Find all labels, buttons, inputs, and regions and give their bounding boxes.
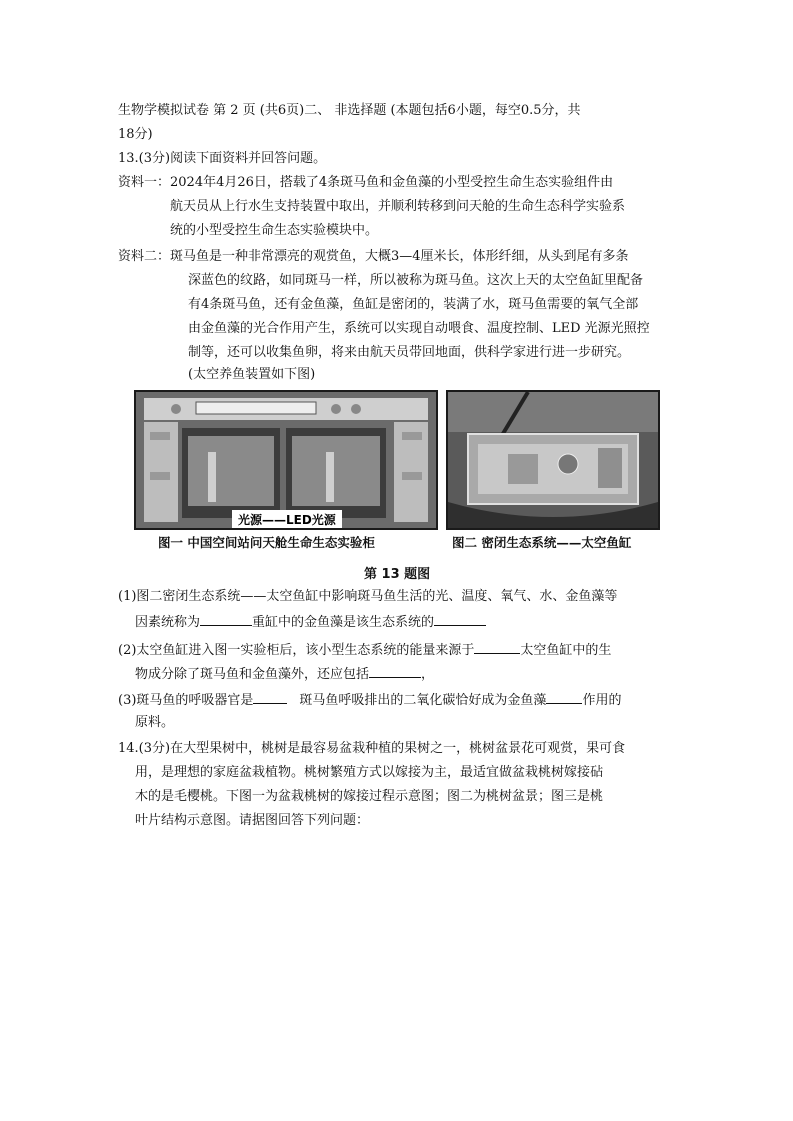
q13-material2-line1: 资料二：斑马鱼是一种非常漂亮的观赏鱼，大概3—4厘米长，体形纤细，从头到尾有多条 [118, 249, 629, 264]
q13-material2-line5: 制等，还可以收集鱼卵，将来由航天员带回地面，供科学家进行进一步研究。 [188, 345, 631, 360]
figure1-photo [134, 390, 438, 530]
figure2-photo [446, 390, 660, 530]
q14-line1: 14.(3分)在大型果树中，桃树是最容易盆栽种植的果树之一，桃树盆景花可观赏，果可食 [118, 741, 626, 756]
q13-part2-line2 [135, 664, 434, 684]
q13-part3-blank-1[interactable] [253, 690, 287, 704]
header-line-1: 生物学模拟试卷 第 2 页 (共6页)二、 非选择题 (本题包括6小题，每空0.5分，共 [118, 103, 581, 118]
q13-part1-line1: (1)图二密闭生态系统——太空鱼缸中影响斑马鱼生活的光、温度、氧气、水、金鱼藻等 [118, 589, 618, 604]
q13-part3-text-b: 斑马鱼呼吸排出的二氧化碳恰好成为金鱼藻 [299, 693, 547, 708]
q13-part3-line2: 原料。 [135, 715, 175, 730]
q13-material2-line4: 由金鱼藻的光合作用产生，系统可以实现自动喂食、温度控制、LED 光源光照控 [188, 321, 650, 336]
lab-cabinet-image [136, 392, 436, 528]
q13-part1-text-b: 重缸中的金鱼藻是该生态系统的 [252, 615, 435, 630]
figure1-caption: 图一 中国空间站问天舱生命生态实验柜 [158, 535, 375, 550]
q13-material2-line2: 深蓝色的纹路，如同斑马一样，所以被称为斑马鱼。这次上天的太空鱼缸里配备 [188, 273, 644, 288]
q13-part2-blank-1[interactable] [474, 640, 520, 654]
q13-part3-blank-2[interactable] [546, 690, 582, 704]
figure-group-title: 第 13 题图 [364, 567, 431, 582]
q13-part2-text-c: 物成分除了斑马鱼和金鱼藻外，还应包括 [135, 667, 370, 682]
q13-part2-text-d: ， [421, 667, 435, 682]
q13-part2-blank-2[interactable] [369, 664, 421, 678]
q13-material1-line2: 航天员从上行水生支持装置中取出，并顺利转移到问天舱的生命生态科学实验系 [170, 199, 626, 214]
q13-part3-text-c: 作用的 [582, 693, 622, 708]
q14-line4: 叶片结构示意图。请据图回答下列问题： [135, 813, 370, 828]
q14-line2: 用，是理想的家庭盆栽植物。桃树繁殖方式以嫁接为主，最适宜做盆栽桃树嫁接砧 [135, 765, 604, 780]
q13-material1-line3: 统的小型受控生命生态实验模块中。 [170, 223, 379, 238]
q13-part2-line1 [118, 640, 611, 660]
q13-part1-line2 [135, 612, 486, 632]
q13-part3-text-a: (3)斑马鱼的呼吸器官是 [118, 693, 254, 708]
q13-part1-blank-2[interactable] [434, 612, 486, 626]
q13-material2-line3: 有4条斑马鱼，还有金鱼藻，鱼缸是密闭的，装满了水，斑马鱼需要的氧气全部 [188, 297, 639, 312]
figure1-light-source-label: 光源——LED光源 [232, 510, 342, 529]
q13-part1-text-a: 因素统称为 [135, 615, 201, 630]
q13-part2-text-a: (2)太空鱼缸进入图一实验柜后，该小型生态系统的能量来源于 [118, 643, 475, 658]
space-aquarium-image [448, 392, 658, 528]
q13-material2-line6: (太空养鱼装置如下图) [188, 367, 316, 382]
figure2-caption: 图二 密闭生态系统——太空鱼缸 [452, 535, 632, 550]
header-line-2: 18分) [118, 127, 153, 142]
q13-part3-line1 [118, 690, 621, 710]
q13-intro: 13.(3分)阅读下面资料并回答问题。 [118, 151, 327, 166]
q13-part2-text-b: 太空鱼缸中的生 [520, 643, 612, 658]
q13-material1-line1: 资料一：2024年4月26日，搭载了4条斑马鱼和金鱼藻的小型受控生命生态实验组件由 [118, 175, 614, 190]
q14-line3: 木的是毛樱桃。下图一为盆栽桃树的嫁接过程示意图；图二为桃树盆景；图三是桃 [135, 789, 604, 804]
q13-part1-blank-1[interactable] [200, 612, 252, 626]
